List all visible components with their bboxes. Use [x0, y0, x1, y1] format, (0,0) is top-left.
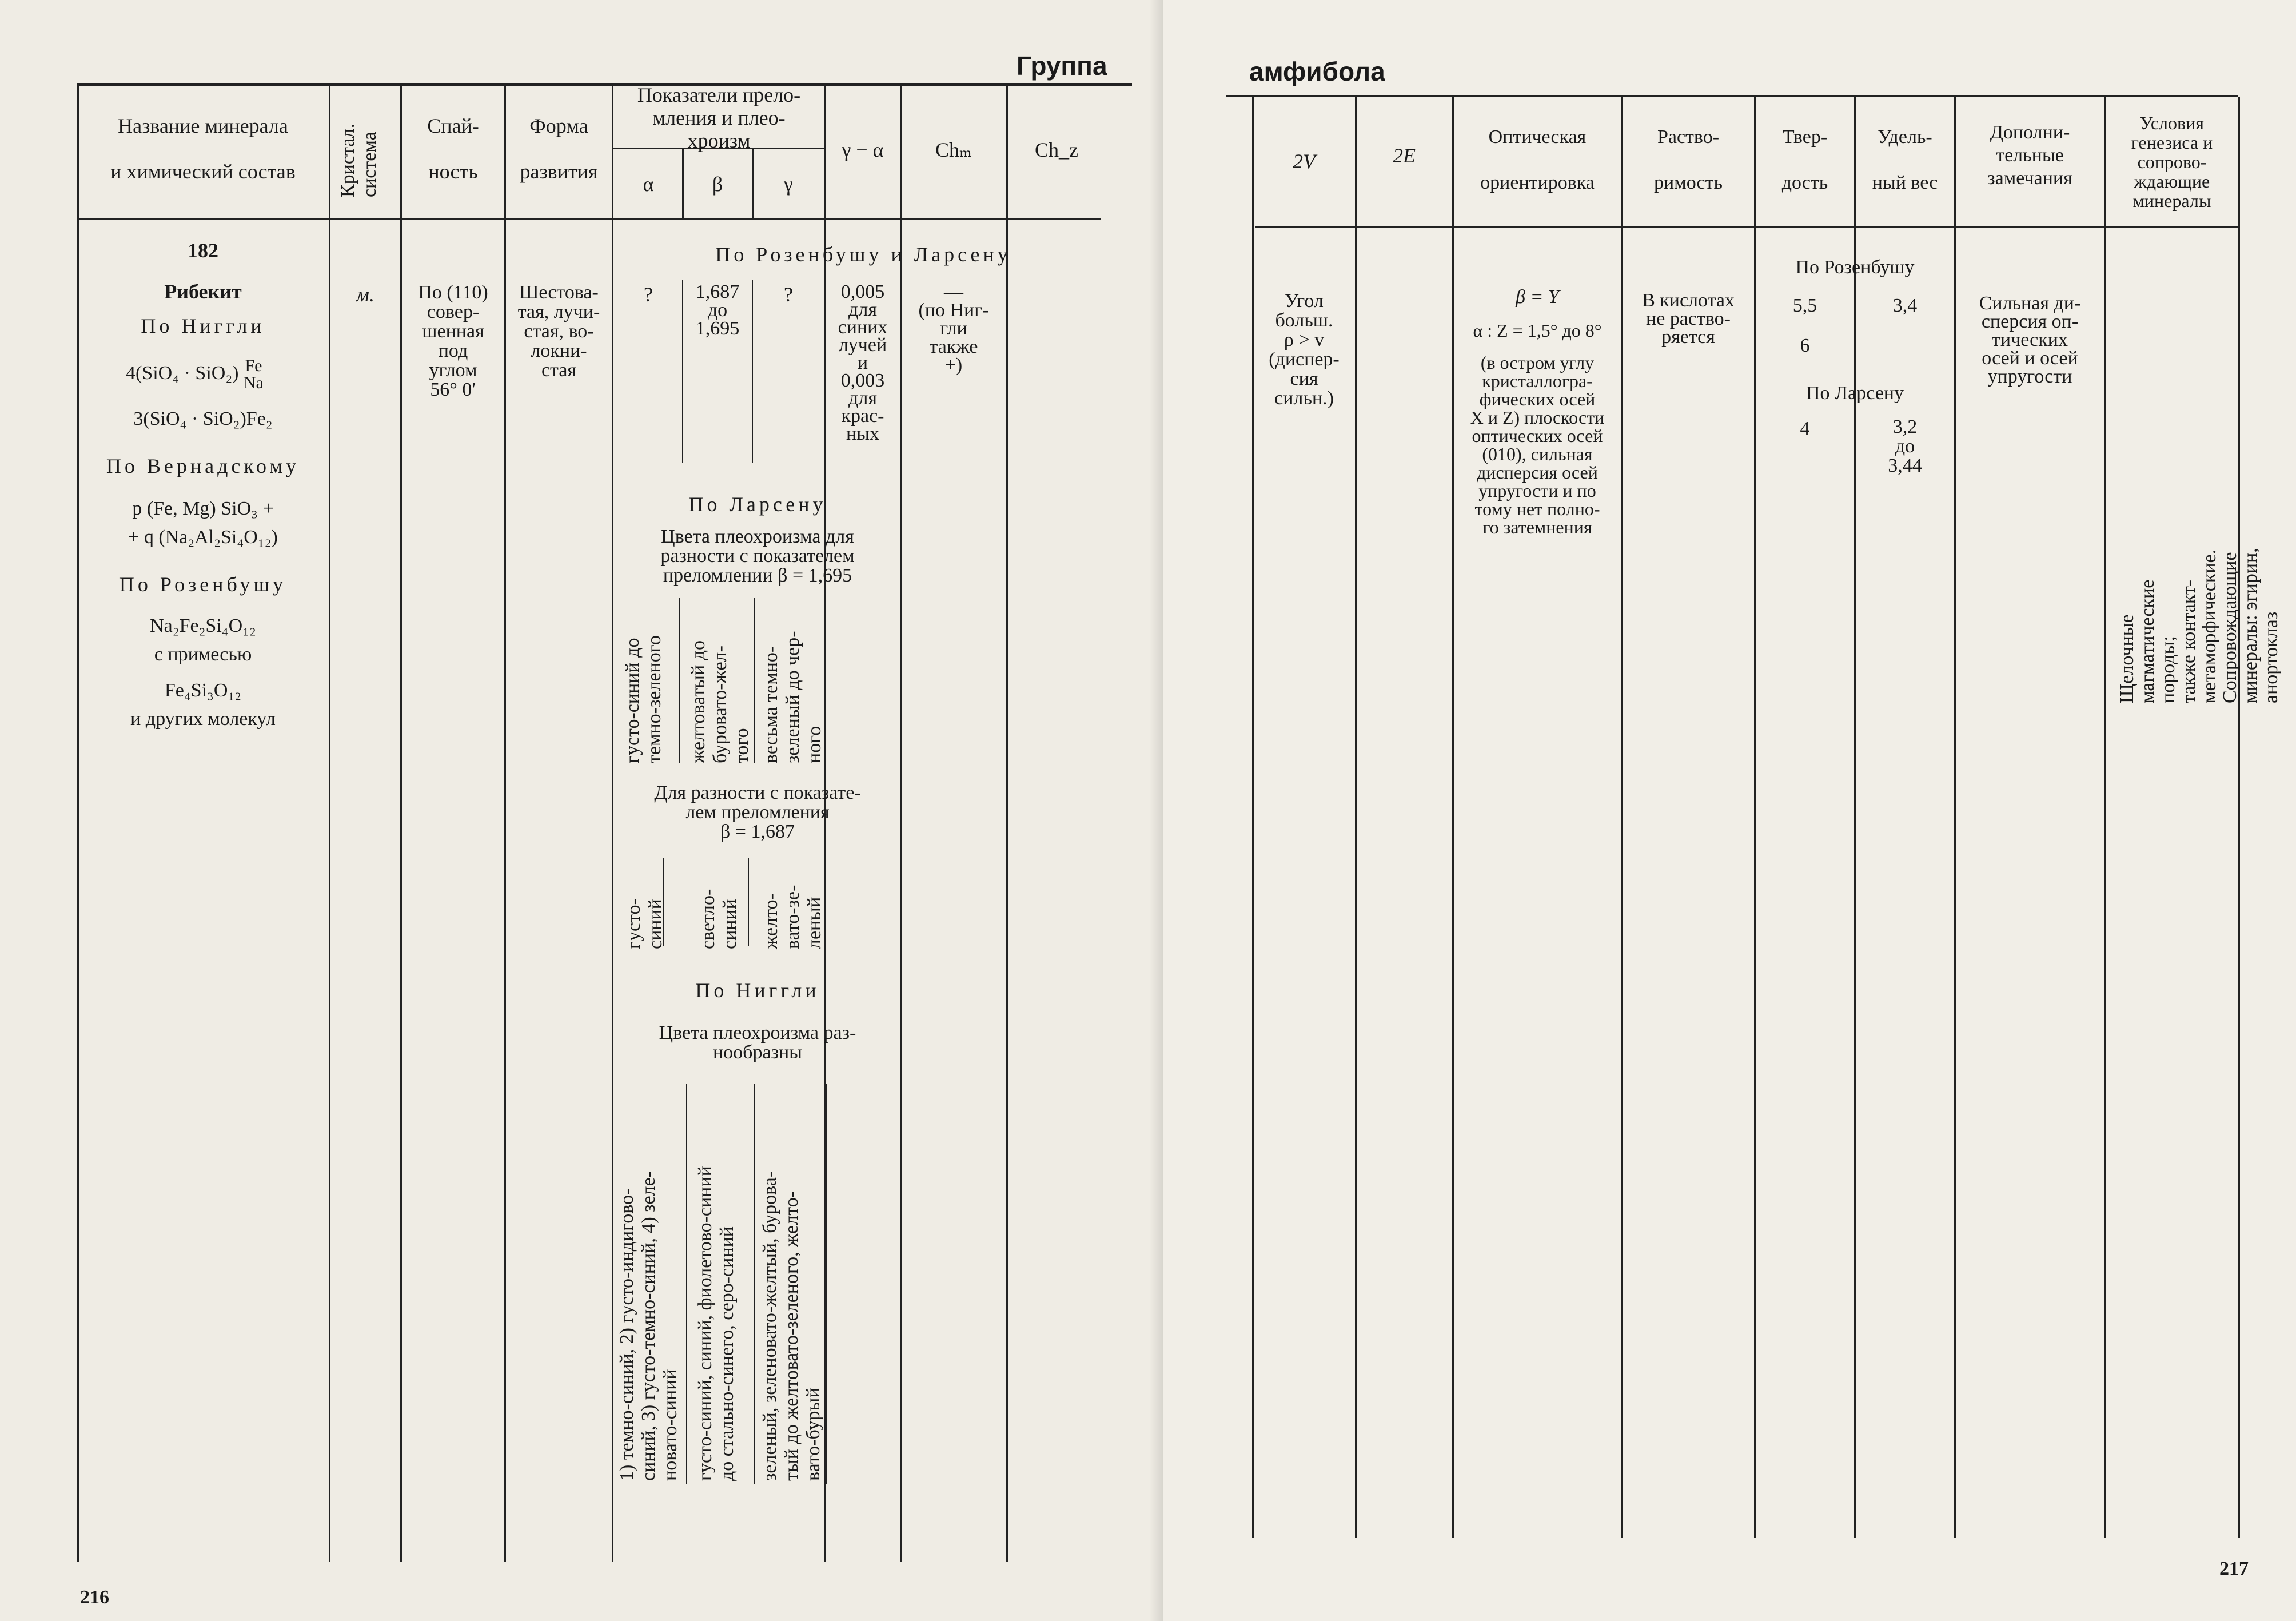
vernadsky-formula-2: + q (Na₂Al₂Si₄O₁₂)	[128, 527, 278, 548]
form-value: Шестова- тая, лучи- стая, во- локни- стая	[517, 282, 600, 381]
header-2e: 2E	[1393, 144, 1416, 167]
section-niggli: По Ниггли	[695, 979, 820, 1002]
remarks-value: Сильная ди- сперсия оп- тических осей и осей упругости	[1979, 293, 2081, 387]
right-page	[1163, 0, 2296, 1621]
pleochroism-2c: желто- вато-зе- леный	[760, 885, 825, 949]
pleochroism-2b: светло- синий	[697, 889, 740, 949]
section-larsen: По Ларсену	[688, 493, 827, 516]
col-rule	[400, 83, 402, 1562]
cell-rule	[682, 280, 683, 463]
beta-value: 1,687 до 1,695	[695, 281, 740, 339]
header-density: Удель- ный вес	[1872, 126, 1938, 193]
rosenbusch-formula-2: с примесью	[154, 644, 252, 665]
header-form: Форма развития	[520, 114, 598, 183]
header-2v: 2V	[1293, 150, 1316, 173]
col-rule	[1754, 97, 1756, 1538]
pleochroism-3c: зеленый, зеленовато-желтый, бурова- тый до желтовато-зеленого, желто- вато-бурый	[759, 1170, 824, 1481]
cell-rule	[679, 598, 680, 763]
dispersion-value: 0,005 для синих лучей и 0,003 для крас- ных	[838, 281, 888, 444]
by-larsen: По Ларсену	[1806, 383, 1904, 404]
density-larsen: 3,2 до 3,44	[1888, 416, 1922, 476]
running-title-left: Группа	[1017, 51, 1107, 81]
larsen-text-2: Для разности с показате- лем преломления β = 1,687	[654, 782, 861, 842]
header-bottom-rule-right	[1255, 226, 2238, 228]
niggli-formula-1: 4(SiO₄ · SiO₂) Fe Na	[126, 356, 264, 392]
gamma-value: ?	[784, 283, 793, 306]
header-mineral: Название минерала и химический состав	[110, 114, 296, 183]
rosenbusch-formula-1: Na₂Fe₂Si₄O₁₂	[150, 615, 256, 636]
hardness-rosenbusch-2: 6	[1800, 335, 1810, 356]
genesis-value: Щелочные магматические породы; также контакт-метаморфические. Сопровождающие минералы: эгирин, анортоклаз	[2116, 548, 2282, 703]
header-cleavage: Спай- ность	[427, 114, 479, 183]
header-refraction: Показатели прело- мления и плео- хроизм	[637, 83, 801, 152]
header-solubility: Раство- римость	[1653, 126, 1723, 193]
header-remarks: Дополни- тельные замечания	[1987, 122, 2072, 189]
twov-value: Угол больш. ρ > v (диспер- сия сильн.)	[1269, 290, 1340, 409]
col-rule	[1006, 83, 1008, 1562]
header-crystal-system: Кристал. система	[337, 123, 380, 197]
orientation-line-1: β = Y	[1516, 286, 1559, 308]
hardness-rosenbusch-1: 5,5	[1792, 295, 1817, 316]
pleochroism-3b: густо-синий, синий, фиолетово-синий до стально-синего, серо-синий	[695, 1166, 738, 1481]
page-number-left: 216	[80, 1587, 109, 1608]
cell-rule	[1854, 294, 1855, 357]
larsen-text-1: Цвета плеохроизма для разности с показателем преломлении β = 1,695	[660, 526, 855, 586]
cell-rule	[748, 858, 749, 946]
header-hardness: Твер- дость	[1781, 126, 1828, 193]
rosenbusch-label: По Розенбушу	[119, 573, 287, 596]
hardness-larsen: 4	[1800, 418, 1810, 439]
cell-rule	[686, 1084, 687, 1484]
col-rule	[1452, 97, 1454, 1538]
cell-rule	[752, 280, 753, 463]
by-rosenbusch: По Розенбушу	[1795, 257, 1915, 278]
col-rule	[612, 83, 613, 1562]
col-rule	[1252, 97, 1254, 1538]
pleochroism-2a: густо- синий	[623, 898, 666, 949]
niggli-text: Цвета плеохроизма раз- нообразны	[659, 1022, 856, 1063]
rosenbusch-formula-4: и других молекул	[130, 708, 276, 730]
cell-rule	[826, 1084, 827, 1484]
niggli-formula-2: 3(SiO₄ · SiO₂)Fe₂	[133, 408, 273, 429]
pleochroism-1c: весьма темно- зеленый до чер- ного	[760, 631, 825, 763]
mineral-name: Рибекит	[164, 280, 242, 303]
col-rule	[1621, 97, 1623, 1538]
header-orientation: Оптическая ориентировка	[1480, 126, 1595, 193]
cell-rule	[1854, 417, 1855, 486]
page-number-right: 217	[2219, 1558, 2249, 1579]
cleavage-value: По (110) совер- шенная под углом 56° 0′	[418, 282, 488, 400]
orientation-text: (в остром углу кристаллогра- фических осей X и Z) плоскости оптических осей (010), сильная дисперсия осей упругости и по тому нет полно- го затемнения	[1470, 352, 1605, 537]
table-top-rule	[77, 83, 1132, 86]
col-rule	[1355, 97, 1357, 1538]
col-rule	[77, 83, 79, 1562]
orientation-line-2: α : Z = 1,5° до 8°	[1473, 320, 1602, 341]
pleochroism-1a: густо-синий до темно-зеленого	[622, 635, 665, 763]
col-rule	[1954, 97, 1956, 1538]
header-gamma-alpha: γ − α	[842, 138, 884, 161]
alpha-value: ?	[644, 283, 653, 306]
rosenbusch-formula-3: Fe₄Si₃O₁₂	[164, 680, 242, 701]
chm-value: — (по Ниг- гли также +)	[918, 281, 989, 376]
col-rule	[2104, 97, 2106, 1538]
pleochroism-1b: желтоватый до буровато-жел- того	[688, 640, 752, 763]
table-top-rule-right	[1226, 95, 2238, 97]
density-rosenbusch: 3,4	[1892, 295, 1918, 316]
header-beta: β	[712, 173, 723, 196]
solubility-value: В кислотах не раство- ряется	[1642, 290, 1735, 348]
header-chm: Chₘ	[935, 138, 972, 161]
pleochroism-3a: 1) темно-синий, 2) густо-индигово- синий, 3) густо-темно-синий, 4) зеле- новато-синий	[616, 1170, 681, 1481]
header-alpha: α	[643, 173, 654, 196]
niggli-label: По Ниггли	[141, 314, 265, 337]
section-rosenbusch-larsen: По Розенбушу и Ларсену	[715, 243, 1011, 266]
vernadsky-label: По Вернадскому	[106, 455, 300, 477]
cell-rule	[754, 598, 755, 763]
crystal-system-value: м.	[356, 283, 374, 306]
header-chz: Ch_z	[1035, 138, 1078, 161]
col-rule	[329, 83, 330, 1562]
vernadsky-formula-1: p (Fe, Mg) SiO₃ +	[132, 498, 274, 519]
header-genesis: Условия генезиса и сопрово- ждающие минералы	[2131, 113, 2213, 211]
col-rule	[2238, 97, 2240, 1538]
header-bottom-rule	[77, 218, 1101, 220]
header-gamma: γ	[784, 173, 793, 196]
cell-rule	[754, 1084, 755, 1484]
running-title-right: амфибола	[1249, 57, 1385, 86]
mineral-number: 182	[188, 239, 218, 262]
